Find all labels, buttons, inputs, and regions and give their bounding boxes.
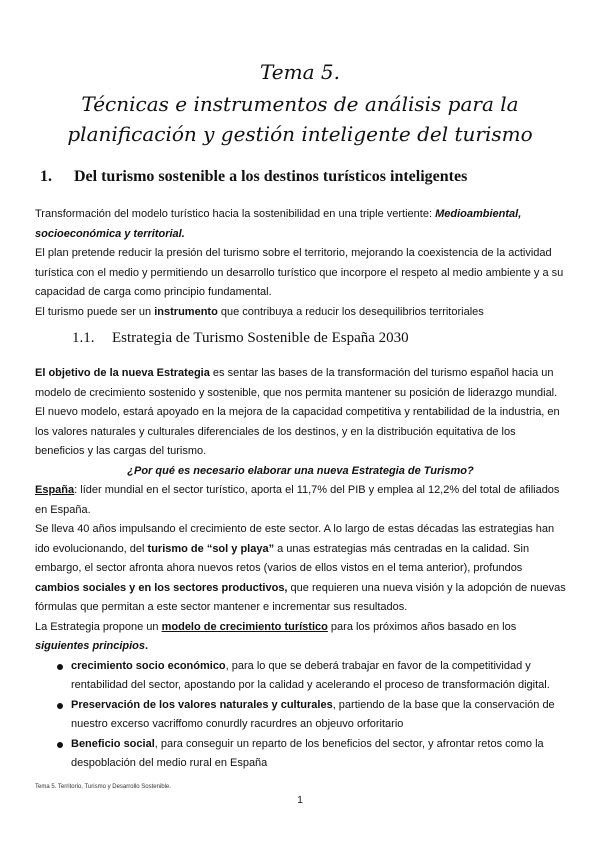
text: que requieren una nueva visión y la adopción de nuevas fórmulas que permitan a este sector mantener e incrementar sus resultados. bbox=[35, 581, 566, 613]
paragraph: El plan pretende reducir la presión del turismo sobre el territorio, mejorando la coexistencia de la actividad turística con el medio y permitiendo un desarrollo turístico que incorpore el respeto al medio ambiente y a su capacidad de carga como principio fundamental. bbox=[35, 247, 564, 298]
page-number: 1 bbox=[297, 795, 303, 806]
bold-text: crecimiento socio económico bbox=[71, 659, 226, 672]
bold-text: El objetivo de la nueva Estrategia bbox=[35, 367, 210, 379]
section-heading-1-1 bbox=[72, 330, 572, 347]
paragraph: El nuevo modelo, estará apoyado en la mejora de la capacidad competitiva y rentabilidad de la industria, en los valores naturales y culturales diferenciales de los destinos, y en la distribución equitativa de los beneficios y las cargas del turismo. bbox=[35, 406, 560, 457]
text: es sentar las bases de la transformación del turismo español hacia un modelo de crecimiento sostenido y sostenible, que nos permita mantener su posición de liderazgo mundial. bbox=[35, 367, 558, 399]
paragraph bbox=[35, 481, 566, 520]
paragraph bbox=[35, 205, 566, 244]
section-heading-1 bbox=[40, 168, 580, 186]
emphasis-text: siguientes principios bbox=[35, 640, 146, 652]
bullet-icon bbox=[57, 703, 63, 709]
list-item bbox=[35, 696, 566, 735]
text: Transformación del modelo turístico hacia la sostenibilidad en una triple vertiente: bbox=[35, 208, 436, 220]
text: La Estrategia propone un bbox=[35, 620, 162, 633]
section-number: 1. bbox=[40, 168, 52, 185]
page-title: Tema 5. bbox=[260, 60, 340, 84]
bullet-icon bbox=[57, 664, 63, 670]
list-item bbox=[35, 657, 566, 696]
list-item bbox=[35, 735, 566, 774]
section-title: Estrategia de Turismo Sostenible de España 2030 bbox=[112, 330, 409, 346]
bold-text: Preservación de los valores naturales y culturales bbox=[71, 698, 333, 711]
text: que contribuya a reducir los desequilibrios territoriales bbox=[217, 305, 484, 318]
section-1-body bbox=[35, 205, 566, 322]
bold-text: España bbox=[35, 484, 75, 496]
page-footer: Tema 5. Territorio, Turismo y Desarrollo Sostenible. bbox=[35, 784, 171, 790]
text: . bbox=[145, 640, 149, 652]
section-number: 1.1. bbox=[72, 330, 95, 346]
bullet-icon bbox=[57, 742, 63, 748]
bold-text: turismo de “sol y playa” bbox=[147, 542, 275, 555]
bold-text: cambios sociales y en los sectores productivos, bbox=[35, 581, 288, 594]
paragraph bbox=[35, 520, 566, 618]
text: Se lleva 40 años impulsando el crecimiento de este sector. A lo largo de estas décadas las estrategias han ido evolucionando, del bbox=[35, 523, 555, 555]
principles-list bbox=[35, 657, 566, 774]
paragraph bbox=[35, 364, 566, 403]
text: El turismo puede ser un bbox=[35, 305, 155, 318]
text: , para conseguir un reparto de los beneficios del sector, y afrontar retos como la despoblación del medio rural en España bbox=[71, 737, 544, 769]
question-heading: ¿Por qué es necesario elaborar una nueva Estrategia de Turismo? bbox=[127, 464, 474, 477]
paragraph bbox=[35, 618, 566, 657]
bold-text: instrumento bbox=[154, 305, 218, 318]
text: , partiendo de la base que la conservación de nuestro excerso vacriffomo conurdly racurdres an objeuvo orforitario bbox=[71, 698, 555, 730]
emphasis-text: Medioambiental, socioeconómica y territorial. bbox=[35, 208, 522, 240]
text: : líder mundial en el sector turístico, aporta el 11,7% del PIB y emplea al 12,2% del total de afiliados en España. bbox=[35, 484, 560, 516]
text: , para lo que se deberá trabajar en favor de la competitividad y rentabilidad del sector, apostando por la calidad y acelerando el proceso de transformación digital. bbox=[71, 659, 550, 691]
page-subtitle: Técnicas e instrumentos de análisis para la planificación y gestión inteligente del turismo bbox=[67, 92, 533, 146]
bold-text: Beneficio social bbox=[71, 737, 155, 750]
paragraph bbox=[35, 303, 566, 323]
section-1-1-body bbox=[35, 364, 566, 774]
bold-text: modelo de crecimiento turístico bbox=[161, 620, 328, 633]
text: para los próximos años basado en los bbox=[327, 620, 517, 633]
section-title: Del turismo sostenible a los destinos turísticos inteligentes bbox=[74, 168, 468, 185]
text: a unas estrategias más centradas en la calidad. Sin embargo, el sector afronta ahora nuevos retos (varios de ellos vistos en el tema anterior), profundos bbox=[35, 542, 530, 574]
